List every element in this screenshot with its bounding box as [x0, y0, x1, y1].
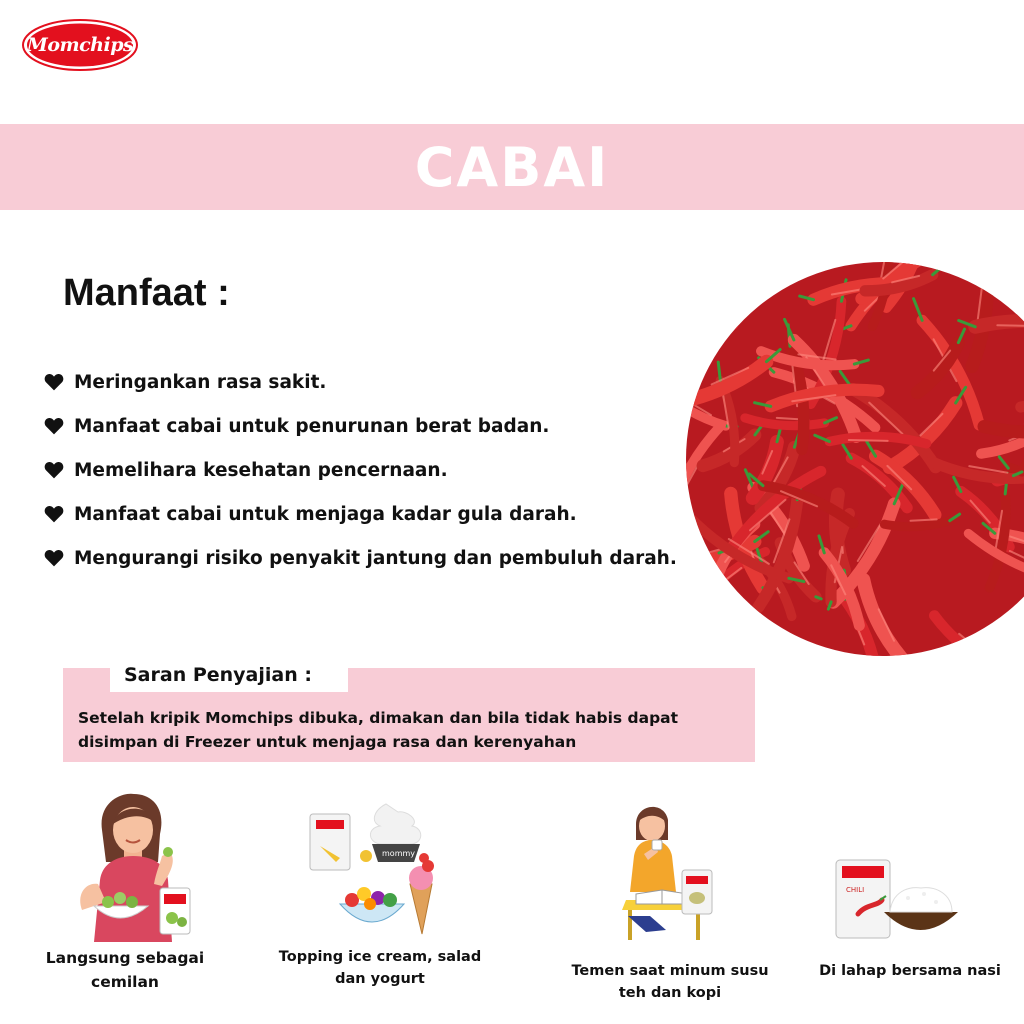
caption-line: Temen saat minum susu: [571, 963, 769, 979]
chili-stem: [816, 597, 821, 599]
heart-icon: [44, 460, 64, 480]
chili-highlight: [959, 634, 984, 654]
chili-stem: [696, 598, 705, 599]
benefit-text: Mengurangi risiko penyakit jantung dan pembuluh darah.: [74, 547, 677, 569]
caption-rice: [804, 960, 1016, 982]
caption-line: cemilan: [91, 973, 159, 991]
chili-stem: [712, 574, 717, 575]
benefit-item: [44, 404, 677, 448]
chili-highlight: [713, 263, 747, 284]
benefits-list: [44, 360, 677, 580]
chili-highlight: [911, 519, 937, 520]
chili-stem: [686, 304, 701, 305]
chili-shape: [728, 262, 774, 285]
caption-topping: [262, 946, 498, 990]
chili-stem: [762, 262, 774, 278]
heart-icon: [44, 504, 64, 524]
caption-snack: [32, 946, 218, 994]
chili-highlight: [746, 262, 765, 274]
benefit-text: Meringankan rasa sakit.: [74, 371, 327, 393]
benefit-text: Memelihara kesehatan pencernaan.: [74, 459, 448, 481]
caption-line: Di lahap bersama nasi: [819, 963, 1001, 979]
logo-text: Momchips: [26, 34, 134, 56]
benefit-item: [44, 536, 677, 580]
chili-shape: [703, 262, 733, 325]
chili-highlight: [723, 275, 767, 293]
chips-with-rice-illustration: [832, 856, 964, 946]
woman-drinking-tea-illustration: [606, 800, 726, 950]
benefit-item: [44, 448, 677, 492]
caption-line: Topping ice cream, salad: [278, 949, 482, 965]
heart-icon: [44, 372, 64, 392]
serving-heading: Saran Penyajian :: [124, 664, 312, 686]
red-chili-pile-image: [686, 262, 1024, 656]
benefits-heading: Manfaat :: [63, 272, 230, 314]
benefit-text: Manfaat cabai untuk menjaga kadar gula darah.: [74, 503, 577, 525]
svg-text:CHILI: CHILI: [846, 886, 865, 894]
woman-eating-snack-illustration: [72, 790, 198, 942]
chili-stem: [774, 285, 781, 286]
chili-photo: [686, 262, 1024, 656]
chili-shape: [686, 262, 764, 307]
title-band: [0, 124, 1024, 210]
heart-icon: [44, 548, 64, 568]
chili-shape: [984, 425, 1024, 432]
chili-highlight: [712, 292, 745, 324]
benefit-item: [44, 360, 677, 404]
serving-text: Setelah kripik Momchips dibuka, dimakan dan bila tidak habis dapat disimpan di Freezer untuk menjaga rasa dan kerenyahan: [78, 709, 679, 751]
chili-highlight: [710, 265, 722, 294]
chili-highlight: [849, 440, 888, 441]
caption-line: teh dan kopi: [618, 985, 722, 1001]
svg-text:mommy: mommy: [382, 849, 416, 858]
caption-drink: [556, 960, 784, 1004]
caption-line: dan yogurt: [335, 971, 425, 987]
chili-stem: [718, 362, 720, 380]
ice-cream-salad-yogurt-illustration: [306, 800, 456, 940]
momchips-logo: [22, 19, 138, 71]
caption-line: Langsung sebagai: [45, 949, 205, 967]
benefit-item: [44, 492, 677, 536]
chili-highlight: [997, 325, 1024, 326]
heart-icon: [44, 416, 64, 436]
page-title: CABAI: [414, 135, 610, 199]
benefit-text: Manfaat cabai untuk penurunan berat badan.: [74, 415, 550, 437]
